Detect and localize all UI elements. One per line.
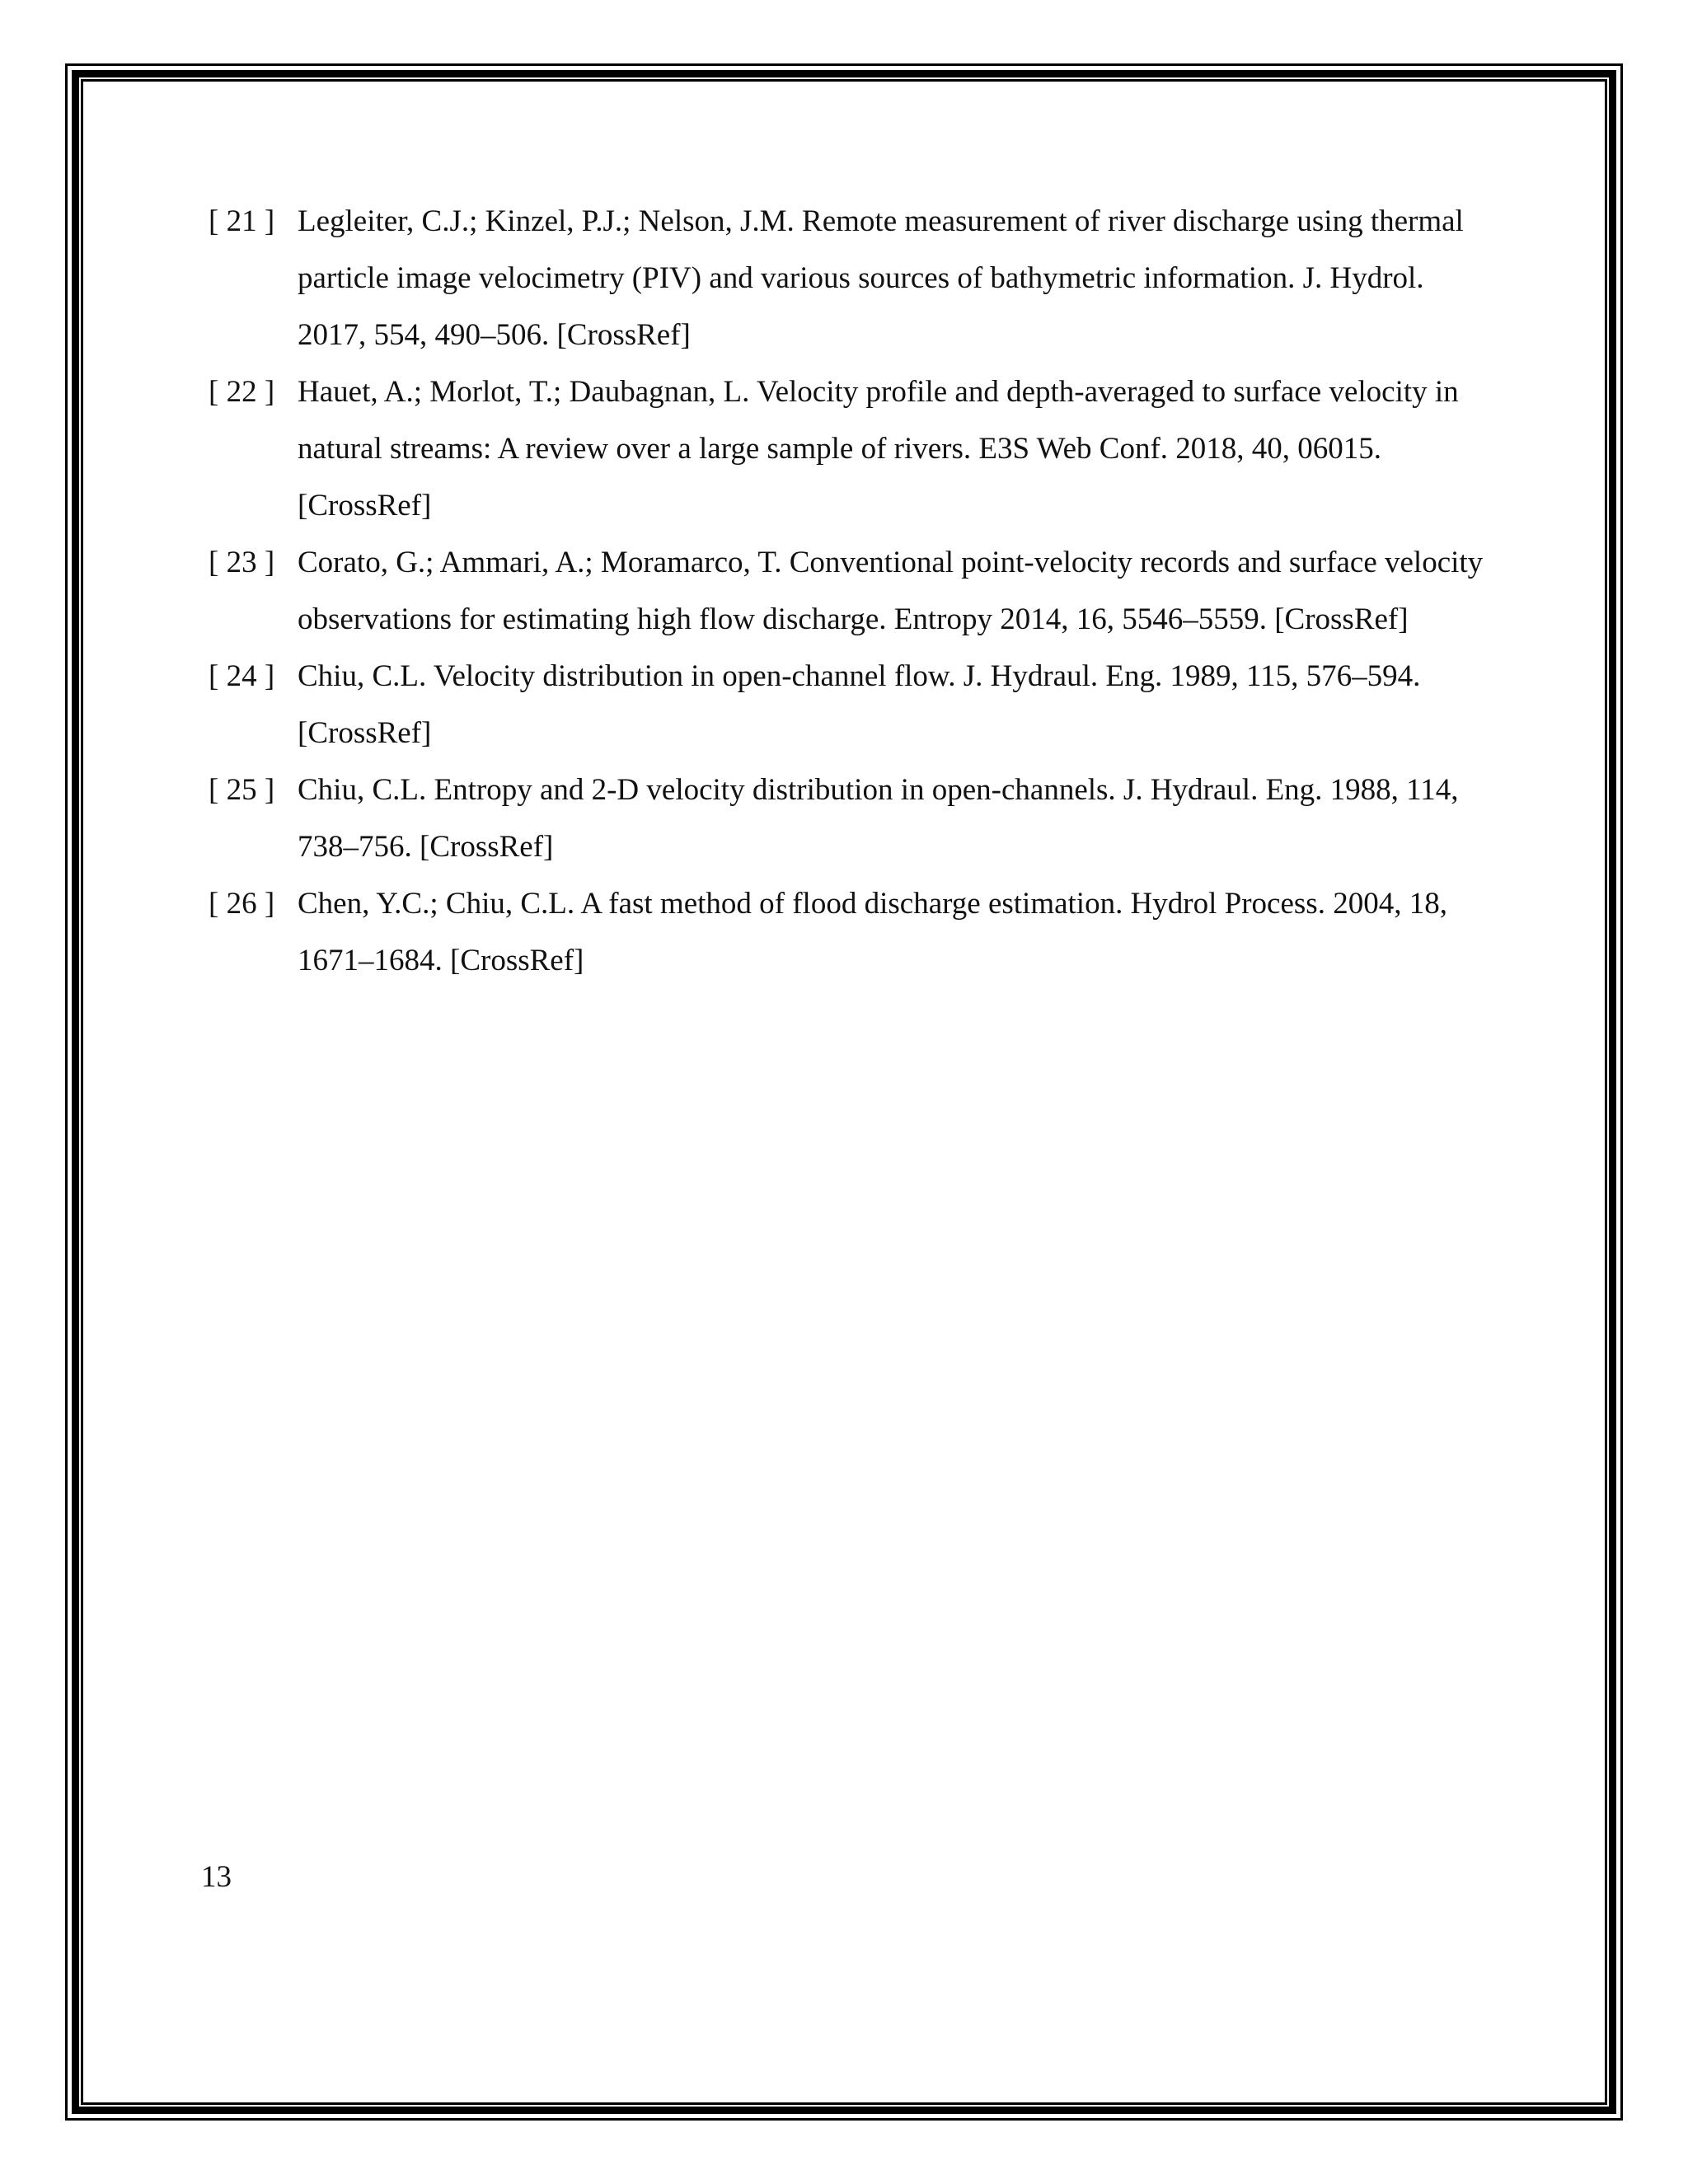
reference-number: [ 25 ] <box>209 773 275 807</box>
reference-item-25 <box>209 762 1494 875</box>
reference-number: [ 21 ] <box>209 204 275 238</box>
reference-item-21 <box>209 193 1494 363</box>
reference-text: Corato, G.; Ammari, A.; Moramarco, T. Conventional point-velocity records and surface velocity observations for estimating high flow discharge. Entropy 2014, 16, 5546–5559. [CrossRef] <box>298 546 1484 636</box>
reference-item-26 <box>209 875 1494 989</box>
reference-item-23 <box>209 534 1494 648</box>
reference-text: Hauet, A.; Morlot, T.; Daubagnan, L. Velocity profile and depth-averaged to surface velocity in natural streams: A review over a large sample of rivers. E3S Web Conf. 2018, 40, 06015. [CrossRef] <box>298 375 1459 523</box>
reference-number: [ 24 ] <box>209 659 275 693</box>
reference-text: Chen, Y.C.; Chiu, C.L. A fast method of flood discharge estimation. Hydrol Process. 2004, 18, 1671–1684. [CrossRef] <box>298 887 1447 977</box>
page-number: 13 <box>201 1860 232 1894</box>
reference-text: Chiu, C.L. Entropy and 2-D velocity distribution in open-channels. J. Hydraul. Eng. 1988, 114, 738–756. [CrossRef] <box>298 773 1459 864</box>
reference-item-22 <box>209 363 1494 534</box>
reference-number: [ 22 ] <box>209 375 275 409</box>
reference-item-24 <box>209 648 1494 762</box>
reference-text: Legleiter, C.J.; Kinzel, P.J.; Nelson, J.M. Remote measurement of river discharge using thermal particle image velocimetry (PIV) and various sources of bathymetric information. J. Hydrol. 2017, 554, 490–506. [CrossRef] <box>298 204 1464 352</box>
reference-text: Chiu, C.L. Velocity distribution in open-channel flow. J. Hydraul. Eng. 1989, 115, 576–594. [CrossRef] <box>298 659 1421 750</box>
reference-number: [ 23 ] <box>209 546 275 579</box>
reference-number: [ 26 ] <box>209 887 275 921</box>
reference-list <box>209 193 1494 989</box>
